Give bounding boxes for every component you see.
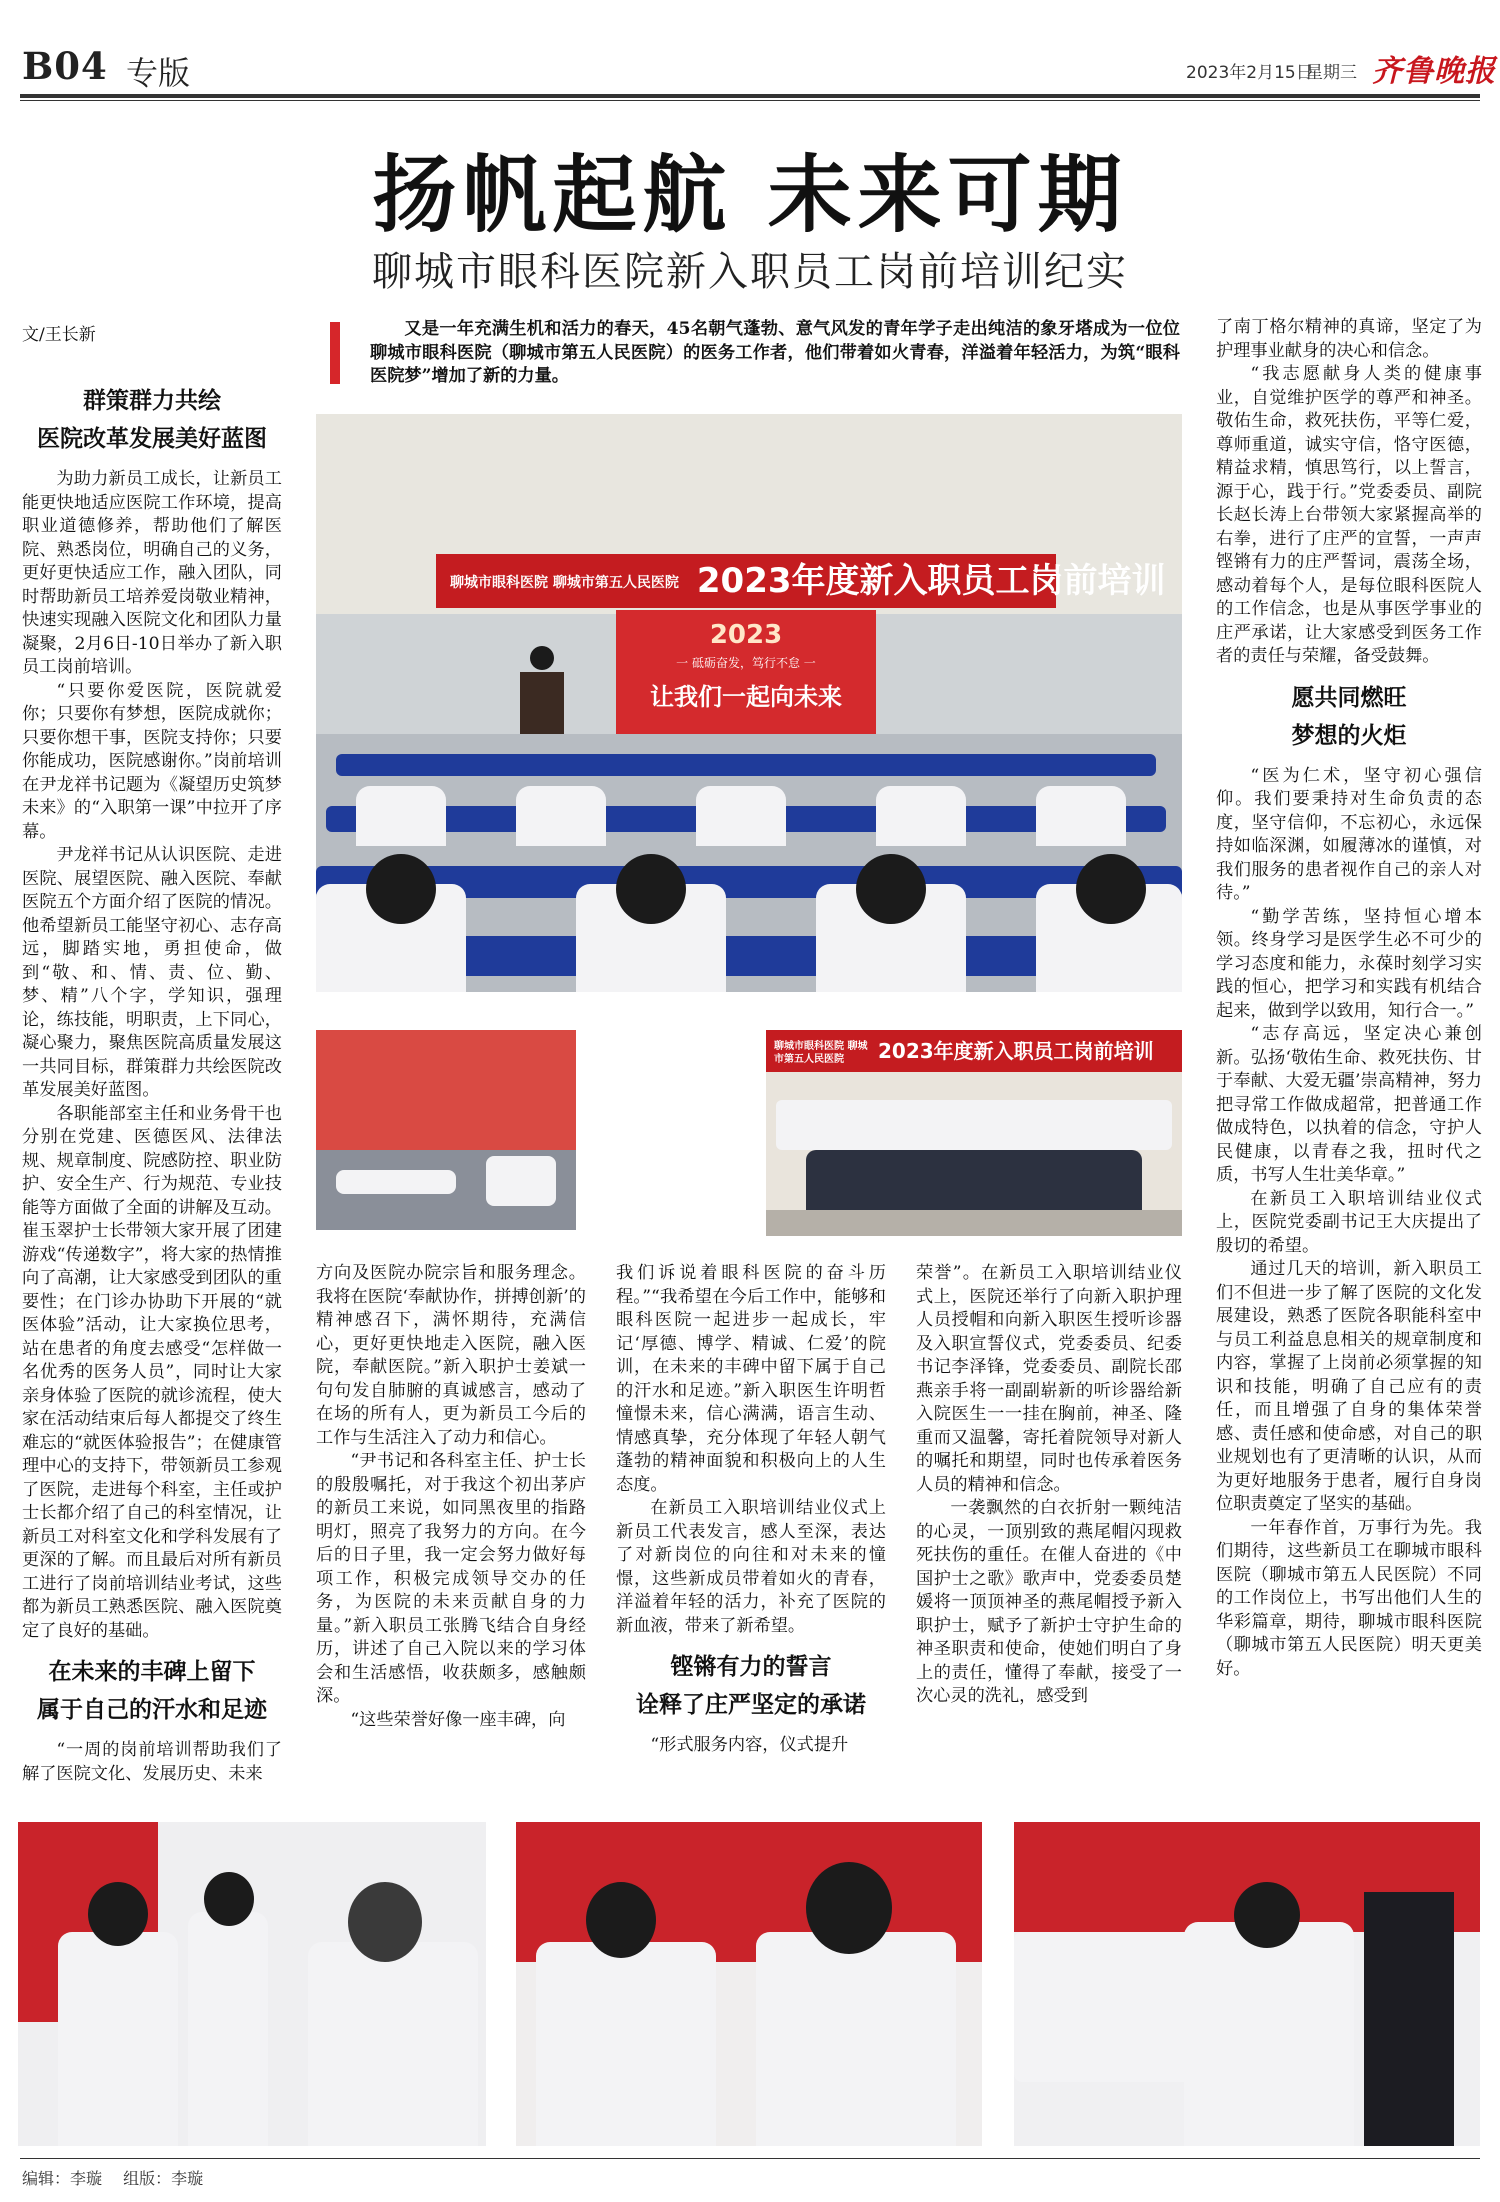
paragraph: 方向及医院办院宗旨和服务理念。我将在医院‘奉献协作，拼搏创新’的精神感召下，满怀期待，充满信心，更好更快地走入医院，融入医院，奉献医院。”新入职护士姜斌一句句发自肺腑的真诚感言，感动了在场的所有人，更为新员工今后的工作与生活注入了动力和信心。	[316, 1263, 586, 1448]
subheading-3-line-2: 诠释了庄严坚定的承诺	[636, 1691, 866, 1718]
main-banner-hospital: 聊城市眼科医院 聊城市第五人民医院	[450, 574, 679, 591]
doctor	[188, 1912, 268, 2146]
attendee	[1036, 786, 1126, 846]
paragraph: “尹书记和各科室主任、护士长的殷殷嘱托，对于我这个初出茅庐的新员工来说，如同黑夜里的指路明灯，照亮了我努力的方向。在今后的日子里，我一定会努力做好每项工作，积极完成领导交办的任务，为医院的未来贡献自身的力量。”新入职员工张腾飞结合自身经历，讲述了自己入院以来的学习体会和生活感悟，收获颇多，感触颇深。	[316, 1451, 586, 1706]
paragraph: “我志愿献身人类的健康事业，自觉维护医学的尊严和神圣。敬佑生命，救死扶伤，平等仁爱，尊师重道，诚实守信，恪守医德，精益求精，慎思笃行，以上誓言，源于心，践于行。”党委委员、副院长赵长涛上台带领大家紧握高举的右拳，进行了庄严的宣誓，一声声铿锵有力的庄严誓词，震荡全场，感动着每个人，是每位眼科医院人的工作信念，也是从事医学事业的庄严承诺，让大家感受到医务工作者的责任与荣耀，备受鼓舞。	[1216, 364, 1482, 666]
article-headline: 扬帆起航 未来可期	[372, 145, 1128, 244]
photo-stethoscope-ceremony	[18, 1822, 486, 2146]
paragraph: “勤学苦练，坚持恒心增本领。终身学习是医学生必不可少的学习态度和能力，永葆时刻学习实践的恒心，把学习和实践有机结合起来，做到学以致用，知行合一。”	[1216, 906, 1482, 1021]
article-intro: 又是一年充满生机和活力的春天，45名朝气蓬勃、意气风发的青年学子走出纯洁的象牙塔成为一位位聊城市眼科医院（聊城市第五人民医院）的医务工作者，他们带着如火青春，洋溢着年轻活力，为筑“眼科医院梦”增加了新的力量。	[370, 319, 1180, 386]
group-banner-title: 2023年度新入职员工岗前培训	[878, 1039, 1154, 1063]
subheading-2-line-2: 属于自己的汗水和足迹	[37, 1696, 267, 1723]
screen-slogan: 一 砥砺奋发，笃行不怠 一	[676, 656, 816, 670]
attendee-head	[856, 854, 926, 924]
doctor-head	[348, 1882, 422, 1962]
main-banner-title: 2023年度新入职员工岗前培训	[696, 561, 1166, 601]
projection-screen	[616, 610, 876, 734]
attendee	[876, 786, 966, 846]
nurse	[756, 1932, 956, 2146]
group-front-row	[806, 1150, 1142, 1210]
group-floor	[766, 1210, 1182, 1236]
paragraph: 一袭飘然的白衣折射一颗纯洁的心灵，一顶别致的燕尾帽闪现救死扶伤的重任。在催人奋进的《中国护士之歌》歌声中，党委委员楚媛将一顶顶神圣的燕尾帽授予新入职护士，赋予了新护士守护生命的神圣职责和使命，使她们明白了身上的责任，懂得了奉献，接受了一次心灵的洗礼，感受到	[916, 1498, 1182, 1706]
main-banner	[436, 554, 1166, 608]
paragraph: “这些荣誉好像一座丰碑，向	[350, 1709, 566, 1730]
paragraph: “医为仁术，坚守初心强信仰。我们要秉持对生命负责的态度，坚守信仰，不忘初心，永远保持如临深渊，如履薄冰的谨慎，对我们服务的患者视作自己的亲人对待。”	[1216, 765, 1482, 903]
paragraph: 了南丁格尔精神的真谛，坚定了为护理事业献身的决心和信念。	[1216, 317, 1482, 361]
paragraph: 在新员工入职培训结业仪式上新员工代表发言，感人至深，表达了对新岗位的向往和对未来的憧憬，这些新成员带着如火的青春，洋溢着年轻的活力，补充了医院的新血液，带来了新希望。	[616, 1498, 886, 1636]
main-photo-lecture-hall	[316, 414, 1182, 992]
attendee-head	[1076, 854, 1146, 924]
column-3	[616, 1262, 886, 1758]
attendee	[516, 786, 606, 846]
article-subheadline: 聊城市眼科医院新入职员工岗前培训纪实	[372, 249, 1128, 295]
attendee	[356, 786, 446, 846]
group-of-staff	[336, 1170, 456, 1194]
subheading-4-line-1: 愿共同燃旺	[1291, 683, 1407, 711]
nurse-head	[806, 1862, 892, 1954]
attendee	[696, 786, 786, 846]
group-of-staff	[486, 1156, 556, 1206]
nurse-in-dark	[1364, 1892, 1454, 2146]
paragraph: “志存高远，坚定决心兼创新。弘扬‘敬佑生命、救死扶伤、甘于奉献、大爱无疆’崇高精神，努力把寻常工作做成超常，把普通工作做成特色，以执着的信念，守护人民健康，以青春之我，扭时代之质，书写人生壮美华章。”	[1216, 1024, 1482, 1185]
subheading-2	[22, 1653, 282, 1729]
speaker	[530, 646, 554, 670]
paragraph: 各职能部室主任和业务骨干也分别在党建、医德医风、法律法规、规章制度、院感防控、职业防护、安全生产、行为规范、专业技能等方面做了全面的讲解及互动。崔玉翠护士长带领大家开展了团建游戏“传递数字”，将大家的热情推向了高潮，让大家感受到团队的重要性；在门诊办协助下开展的“就医体验”活动，让大家换位思考，站在患者的角度去感受“怎样做一名优秀的医务人员”，同时让大家亲身体验了医院的就诊流程，使大家在活动结束后每人都提交了终生难忘的“就医体验报告”；在健康管理中心的支持下，带领新员工参观了医院，走进每个科室，主任或护士长都介绍了自己的科室情况，让新员工对科室文化和学科发展有了更深的了解。而且最后对所有新员工进行了岗前培训结业考试，这些都为新员工熟悉医院、融入医院奠定了良好的基础。	[22, 1103, 282, 1641]
nurse	[1184, 1922, 1354, 2146]
footer-credits	[22, 2166, 203, 2189]
column-1	[22, 372, 282, 1786]
nurse-head	[586, 1882, 656, 1958]
doctor-head	[88, 1882, 148, 1946]
group-banner-hospital: 聊城市眼科医院 聊城市第五人民医院	[774, 1040, 868, 1065]
column-5	[1216, 316, 1482, 1681]
photo-nurse-cap-ceremony	[516, 1822, 982, 2146]
nurse-head	[1234, 1882, 1300, 1948]
newspaper-masthead: 齐鲁晚报	[1372, 54, 1496, 89]
column-4	[916, 1262, 1182, 1709]
nurse	[536, 1942, 716, 2146]
seat-row	[336, 754, 1156, 776]
subheading-3	[616, 1648, 886, 1724]
header-rule	[20, 94, 1480, 98]
paragraph: 尹龙祥书记从认识医院、走进医院、展望医院、融入医院、奉献医院五个方面介绍了医院的情况。他希望新员工能坚守初心、志存高远，脚踏实地，勇担使命，做到“敬、和、情、责、位、勤、梦、精”八个字，学知识，强理论，练技能，明职责，上下同心，凝心聚力，聚焦医院高质量发展这一共同目标，群策群力共绘医院改革发展美好蓝图。	[22, 845, 282, 1100]
subheading-1-line-2: 医院改革发展美好蓝图	[37, 425, 267, 452]
subheading-4	[1216, 679, 1482, 755]
attendee-head	[616, 854, 686, 924]
paragraph: 为助力新员工成长，让新员工能更快地适应医院工作环境，提高职业道德修养，帮助他们了解医院、熟悉岗位，明确自己的义务，更好更快适应工作，融入团队，同时帮助新员工培养爱岗敬业精神，快速实现融入医院文化和团队力量凝聚，2月6日-10日举办了新入职员工岗前培训。	[22, 469, 282, 677]
paragraph: 通过几天的培训，新入职员工们不但进一步了解了医院的文化发展建设，熟悉了医院各职能科室中与员工利益息息相关的规章制度和内容，掌握了上岗前必须掌握的知识和技能，明确了自己应有的责任，而且增强了自身的集体荣誉感、责任感和使命感，对自己的职业规划也有了更清晰的认识，从而为更好地服务于患者，履行自身岗位职责奠定了坚实的基础。	[1216, 1259, 1482, 1514]
group-back-rows	[776, 1100, 1172, 1150]
paragraph: 一年春作首，万事行为先。我们期待，这些新员工在聊城市眼科医院（聊城市第五人民医院）不同的工作岗位上，书写出他们人生的华彩篇章，期待，聊城市眼科医院（聊城市第五人民医院）明天更美好。	[1216, 1517, 1482, 1679]
subheading-4-line-2: 梦想的火炬	[1291, 721, 1407, 749]
section-label: 专版	[126, 54, 191, 92]
paragraph: 我们诉说着眼科医院的奋斗历程。”“我希望在今后工作中，能够和眼科医院一起进步一起成长，牢记‘厚德、博学、精诚、仁爱’的院训，在未来的丰碑中留下属于自己的汗水和足迹。”新入职医生许明哲憧憬未来，信心满满，语言生动、情感真挚，充分体现了年轻人朝气蓬勃的精神面貌和积极向上的人生态度。	[616, 1263, 886, 1495]
subheading-3-line-1: 铿锵有力的誓言	[670, 1653, 832, 1680]
byline: 文/王长新	[22, 325, 96, 345]
column-2	[316, 1262, 586, 1732]
subheading-2-line-1: 在未来的丰碑上留下	[48, 1658, 256, 1685]
page-code: B04	[22, 44, 108, 88]
footer-layout: 组版：李璇	[123, 2169, 204, 2188]
paragraph: “一周的岗前培训帮助我们了解了医院文化、发展历史、未来	[22, 1740, 282, 1784]
subheading-1	[22, 382, 282, 458]
footer-rule	[20, 2158, 1480, 2159]
screen-title: 让我们一起向未来	[650, 682, 842, 711]
photo-capping-ceremony	[1014, 1822, 1480, 2146]
doctor	[308, 1942, 478, 2146]
photo-hospital-tour	[316, 1030, 576, 1230]
red-wall	[316, 1030, 576, 1150]
group-banner	[766, 1030, 1182, 1072]
paragraph: 在新员工入职培训结业仪式上，医院党委副书记王大庆提出了殷切的希望。	[1216, 1188, 1482, 1256]
intro-accent-bar	[330, 322, 340, 384]
photo-group-portrait	[766, 1030, 1182, 1236]
attendee-head	[366, 854, 436, 924]
paragraph: “只要你爱医院，医院就爱你；只要你有梦想，医院成就你；只要你想干事，医院支持你；只要你能成功，医院感谢你。”岗前培训在尹龙祥书记题为《凝望历史筑梦未来》的“入职第一课”中拉开了序幕。	[22, 680, 282, 842]
doctor	[58, 1932, 178, 2146]
screen-year: 2023	[709, 620, 783, 650]
issue-date: 2023年2月15日	[1186, 63, 1313, 83]
subheading-1-line-1: 群策群力共绘	[83, 387, 221, 414]
header-rule-thin	[20, 100, 1480, 101]
issue-weekday: 星期三	[1306, 63, 1357, 83]
paragraph: “形式服务内容，仪式提升	[650, 1735, 849, 1755]
footer-editor: 编辑：李璇	[22, 2169, 103, 2188]
doctor-head	[204, 1872, 254, 1926]
paragraph: 荣誉”。在新员工入职培训结业仪式上，医院还举行了向新入职护理人员授帽和向新入职医生授听诊器及入职宣誓仪式，党委委员、纪委书记李泽锋，党委委员、副院长邵燕亲手将一副副崭新的听诊器给新入院医生一一挂在胸前，神圣、隆重而又温馨，寄托着院领导对新人的嘱托和期望，同时也传承着医务人员的精神和信念。	[916, 1263, 1182, 1495]
